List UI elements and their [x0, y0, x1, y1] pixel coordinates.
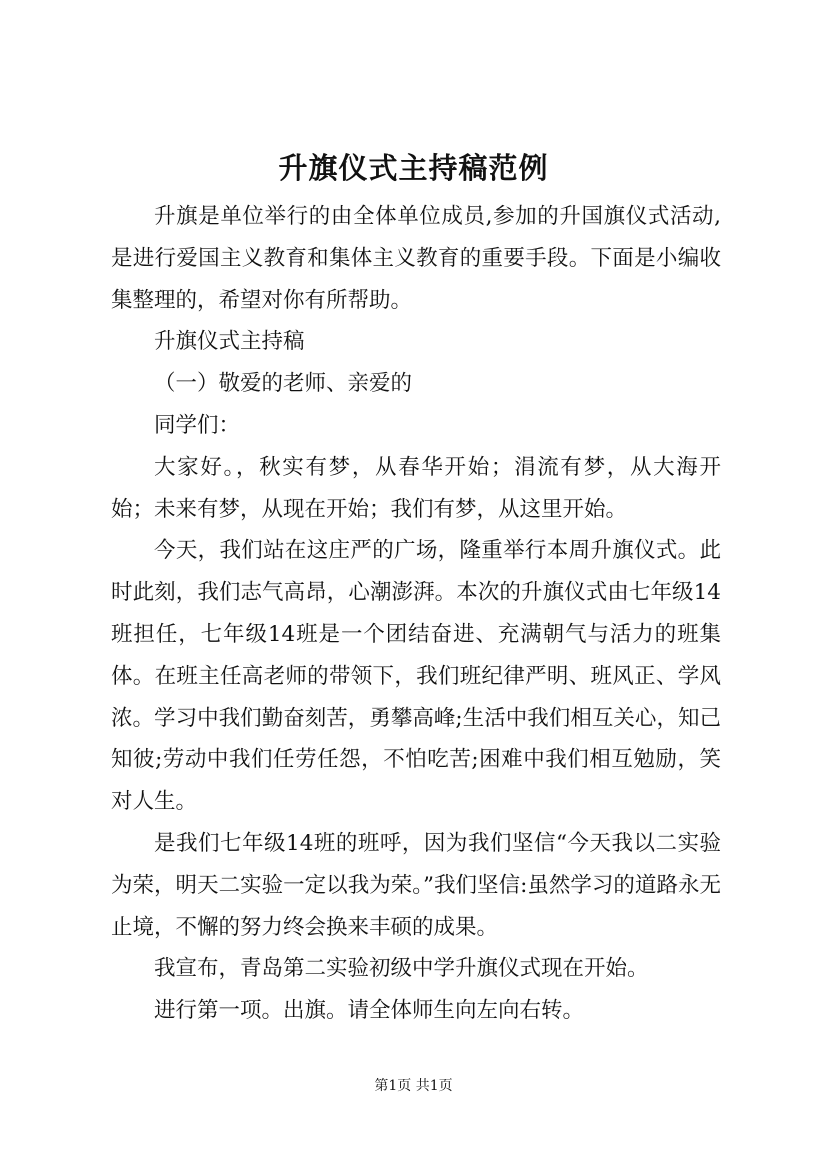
document-title: 升旗仪式主持稿范例	[278, 151, 549, 185]
document-body	[111, 196, 721, 1032]
page-footer: 第1页 共1页	[374, 1078, 453, 1094]
paragraph-announcement: 我宣布，青岛第二实验初级中学升旗仪式现在开始。	[154, 956, 649, 982]
paragraph-first-item: 进行第一项。出旗。请全体师生向左向右转。	[154, 998, 585, 1024]
paragraph-heading: 升旗仪式主持稿	[154, 329, 305, 355]
paragraph-hello: 大家好。，秋实有梦，从春华开始；涓流有梦，从大海开始；未来有梦，从现在开始；我们有梦，从这里开始。	[111, 454, 721, 522]
paragraph-greeting-teachers: （一）敬爱的老师、亲爱的	[154, 371, 413, 397]
paragraph-greeting-students: 同学们：	[154, 412, 241, 438]
paragraph-class-slogan: 是我们七年级14班的班呼，因为我们坚信“今天我以二实验为荣，明天二实验一定以我为荣。”我们坚信:虽然学习的道路永无止境，不懈的努力终会换来丰硕的成果。	[111, 830, 721, 940]
paragraph-intro: 升旗是单位举行的由全体单位成员,参加的升国旗仪式活动,是进行爱国主义教育和集体主义教育的重要手段。下面是小编收集整理的，希望对你有所帮助。	[111, 204, 721, 313]
paragraph-class-intro: 今天，我们站在这庄严的广场，隆重举行本周升旗仪式。此时此刻，我们志气高昂，心潮澎湃。本次的升旗仪式由七年级14班担任，七年级14班是一个团结奋进、充满朝气与活力的班集体。在班主任高老师的带领下，我们班纪律严明、班风正、学风浓。学习中我们勤奋刻苦，勇攀高峰;生活中我们相互关心，知己知彼;劳动中我们任劳任怨，不怕吃苦;困难中我们相互勉励，笑对人生。	[111, 538, 721, 815]
